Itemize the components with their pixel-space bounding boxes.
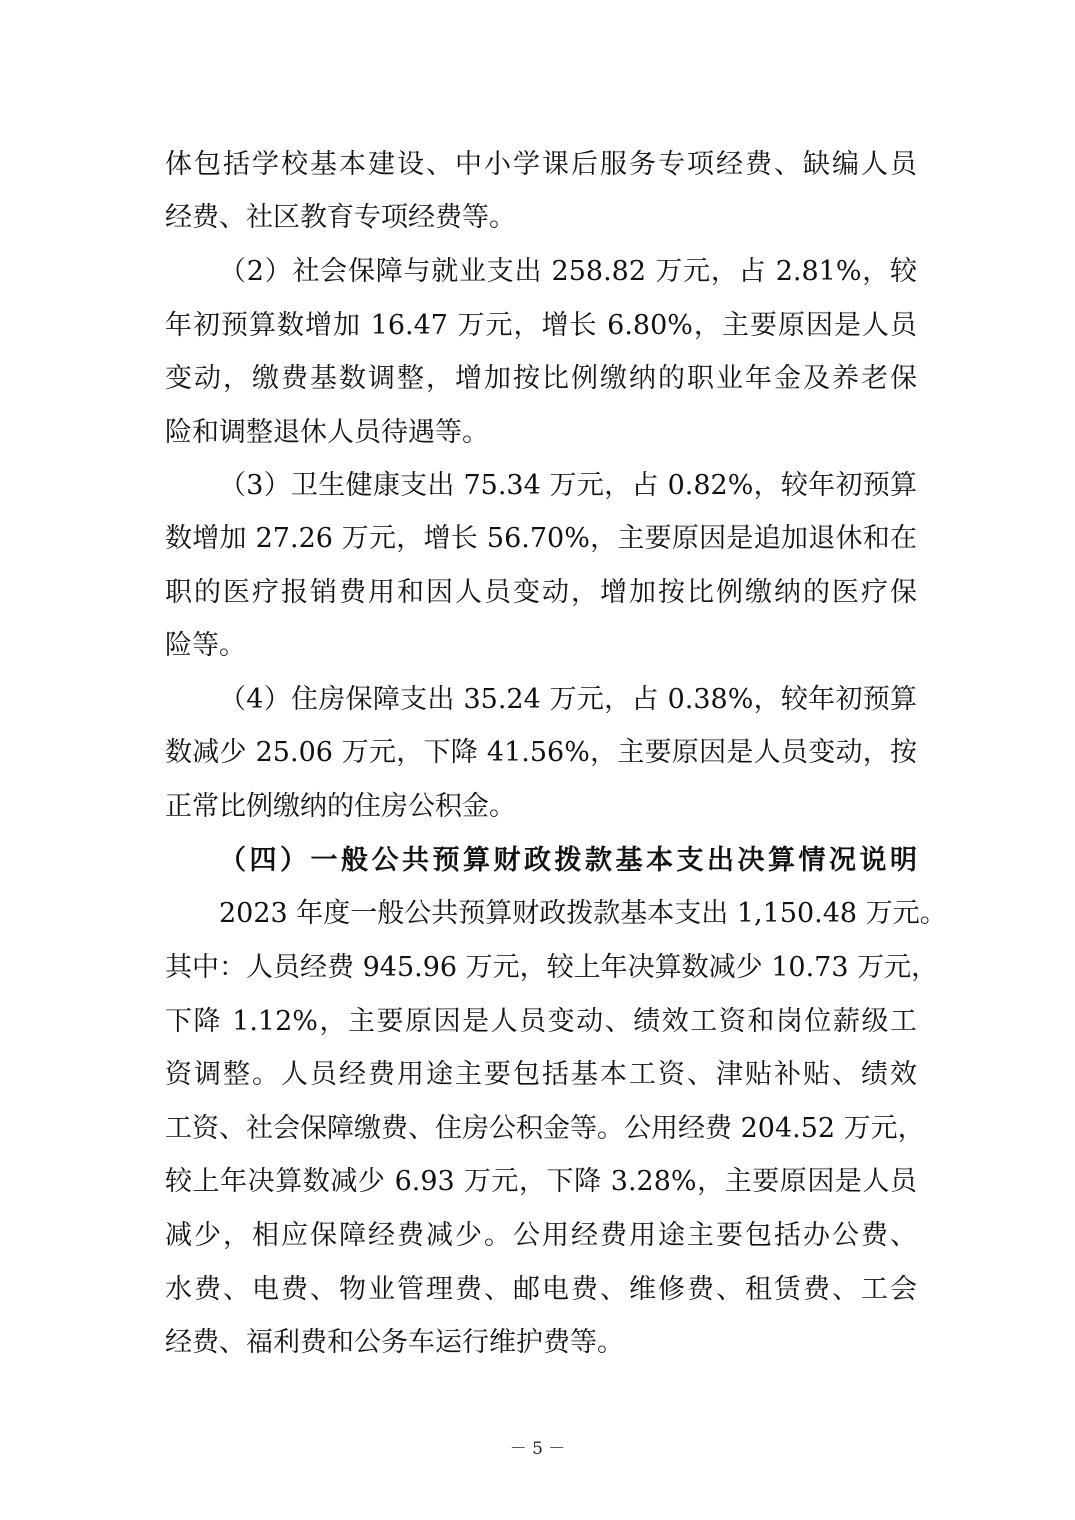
paragraph-line: 数减少 25.06 万元，下降 41.56%，主要原因是人员变动，按 — [165, 737, 917, 768]
paragraph-line: 下降 1.12%，主要原因是人员变动、绩效工资和岗位薪级工 — [165, 1006, 917, 1037]
paragraph-line: 水费、电费、物业管理费、邮电费、维修费、租赁费、工会 — [165, 1274, 917, 1305]
paragraph-line: （3）卫生健康支出 75.34 万元，占 0.82%，较年初预算 — [219, 470, 917, 501]
paragraph-line: （4）住房保障支出 35.24 万元，占 0.38%，较年初预算 — [219, 684, 917, 715]
paragraph-line: 经费、社区教育专项经费等。 — [165, 202, 516, 233]
paragraph-line: 险等。 — [165, 630, 246, 661]
paragraph-line: 工资、社会保障缴费、住房公积金等。公用经费 204.52 万元， — [165, 1113, 925, 1144]
paragraph-line: 体包括学校基本建设、中小学课后服务专项经费、缺编人员 — [165, 149, 917, 180]
paragraph-line: 正常比例缴纳的住房公积金。 — [165, 791, 516, 822]
paragraph-line: 险和调整退休人员待遇等。 — [165, 417, 489, 448]
paragraph-line: 资调整。人员经费用途主要包括基本工资、津贴补贴、绩效 — [165, 1059, 917, 1090]
paragraph-line: 2023 年度一般公共预算财政拨款基本支出 1,150.48 万元。 — [219, 898, 947, 929]
section-heading: （四）一般公共预算财政拨款基本支出决算情况说明 — [219, 845, 917, 876]
paragraph-line: 职的医疗报销费用和因人员变动，增加按比例缴纳的医疗保 — [165, 577, 917, 608]
paragraph-line: 减少，相应保障经费减少。公用经费用途主要包括办公费、 — [165, 1220, 917, 1251]
page-number: － 5 － — [509, 1439, 566, 1459]
paragraph-line: 其中：人员经费 945.96 万元，较上年决算数减少 10.73 万元， — [165, 952, 939, 983]
paragraph-line: 经费、福利费和公务车运行维护费等。 — [165, 1327, 624, 1358]
paragraph-line: （2）社会保障与就业支出 258.82 万元，占 2.81%，较 — [219, 256, 917, 287]
paragraph-line: 数增加 27.26 万元，增长 56.70%，主要原因是追加退休和在 — [165, 523, 917, 554]
paragraph-line: 年初预算数增加 16.47 万元，增长 6.80%，主要原因是人员 — [165, 310, 917, 341]
paragraph-line: 变动，缴费基数调整，增加按比例缴纳的职业年金及养老保 — [165, 363, 917, 394]
paragraph-line: 较上年决算数减少 6.93 万元，下降 3.28%，主要原因是人员 — [165, 1166, 917, 1197]
